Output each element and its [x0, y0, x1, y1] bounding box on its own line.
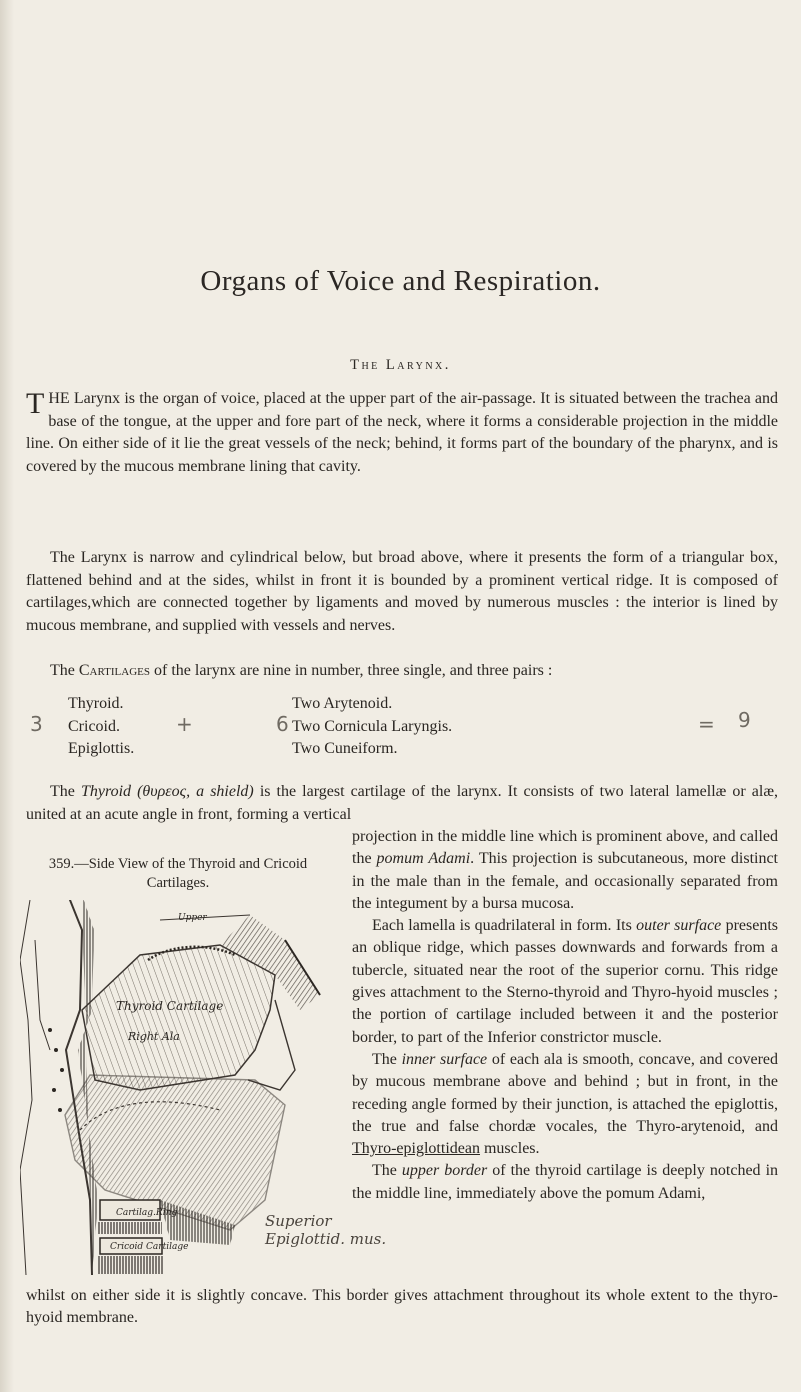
text-span: The [372, 1050, 402, 1068]
text-span: of each ala is smooth, concave, and covered by mucous membrane above and behind ; but in front, in the receding angle formed by their junction, is attached the epiglottis, the true and false chordæ vocales, the Thyro-arytenoid, and [352, 1050, 778, 1135]
single-cartilages [68, 693, 134, 761]
pencil-note-equals: = [698, 712, 715, 736]
cartilage-item: Two Cuneiform. [292, 740, 398, 757]
intro-paragraph [26, 388, 778, 479]
intro-text: HE Larynx is the organ of voice, placed at the upper part of the air-passage. It is situated between the trachea and base of the tongue, at the upper and fore part of the neck, where it forms a considerable projection in the middle line. On either side of it lie the great vessels of the neck; behind, it forms part of the boundary of the pharynx, and is covered by the mucous membrane lining that cavity. [26, 390, 778, 476]
handwriting-line: Epiglottid. mus. [265, 1230, 387, 1248]
cartilage-item: Epiglottis. [68, 740, 135, 757]
cartilage-item: Cricoid. [68, 717, 120, 735]
structure-paragraph: The Larynx is narrow and cylindrical below, but broad above, where it presents the form of a triangular box, flattened behind and at the sides, whilst in front it is bounded by a prominent vertical ridge. It is composed of cartilages,which are connected together by ligaments and moved by numerous muscles : the interior is lined by mucous membrane, and supplied with vessels and nerves. [26, 549, 778, 635]
page-edge [0, 0, 14, 1392]
label-upper: Upper [178, 913, 207, 923]
right-col-paragraph [352, 915, 778, 1049]
cartilages-text-post: of the larynx are nine in number, three single, and three pairs : [150, 662, 553, 679]
cartilages-paragraph [26, 660, 778, 683]
italic-term: upper border [401, 1162, 488, 1180]
pencil-note-six: 6 [276, 712, 289, 736]
right-col-paragraph [352, 826, 778, 915]
italic-term: pomum Adami [376, 850, 471, 868]
text-span: of the thyroid cartilage is deeply notched in the middle line, immediately above the pomum Adami, [352, 1162, 779, 1202]
underlined-term: Thyro-epiglottidean [352, 1140, 480, 1158]
cartilage-item: Thyroid. [68, 695, 124, 712]
cartilages-small-caps: Cartilages [78, 662, 150, 679]
thyroid-intro-italic: Thyroid (θυρεος, a shield) [80, 783, 254, 800]
pencil-note-three: 3 [30, 712, 43, 736]
paired-cartilages [292, 693, 452, 761]
italic-term: outer surface [636, 917, 722, 935]
pencil-note-plus: + [176, 712, 193, 736]
text-span: projection in the middle line which is prominent above, and called the [352, 828, 778, 868]
cartilage-item: Two Arytenoid. [292, 695, 393, 712]
right-col-paragraph [352, 1049, 778, 1160]
text-span: muscles. [479, 1140, 540, 1158]
section-heading: The Larynx. [350, 357, 451, 373]
thyroid-intro-post: is the largest cartilage of the larynx. It consists of two lateral lamellæ or alæ, united at an acute angle in front, forming a vertical [26, 783, 779, 823]
figure-caption: 359.—Side View of the Thyroid and Cricoid Cartilages. [48, 856, 308, 891]
text-span: presents an oblique ridge, which passes downwards and forwards from a tubercle, situated near the root of the superior cornu. This ridge gives attachment to the Sterno-thyroid and Thyro-hyoid muscles ; the portion of cartilage included between it and the posterior border, to part of the Inferior constrictor muscle. [352, 917, 779, 1046]
cartilage-item: Two Cornicula Laryngis. [292, 717, 453, 735]
handwritten-annotation [265, 1212, 386, 1248]
label-thyroid: Thyroid Cartilage [116, 999, 224, 1013]
thyroid-intro [26, 781, 778, 826]
cartilages-text-pre: The [50, 662, 79, 679]
drop-cap: T [26, 387, 45, 420]
closing-text: whilst on either side it is slightly concave. This border gives attachment throughout its whole extent to the thyro-hyoid membrane. [26, 1287, 778, 1327]
label-ring: Cartilag.Ring [116, 1208, 178, 1218]
italic-term: inner surface [401, 1050, 488, 1068]
text-span: . This projection is subcutaneous, more distinct in the male than in the female, and occasionally separated from the integument by a bursa mucosa. [352, 850, 778, 912]
thyroid-intro-pre: The [50, 783, 81, 800]
label-right-ala: Right Ala [128, 1030, 180, 1043]
label-cricoid: Cricoid Cartilage [110, 1242, 189, 1252]
closing-paragraph [26, 1285, 778, 1330]
text-span: Each lamella is quadrilateral in form. Its [372, 917, 637, 935]
page-title: Organs of Voice and Respiration. [200, 265, 601, 297]
thyroid-description [352, 826, 778, 1205]
text-span: The [372, 1162, 402, 1180]
right-col-paragraph [352, 1160, 778, 1205]
pencil-note-nine: 9 [738, 708, 751, 732]
handwriting-line: Superior [265, 1212, 332, 1230]
